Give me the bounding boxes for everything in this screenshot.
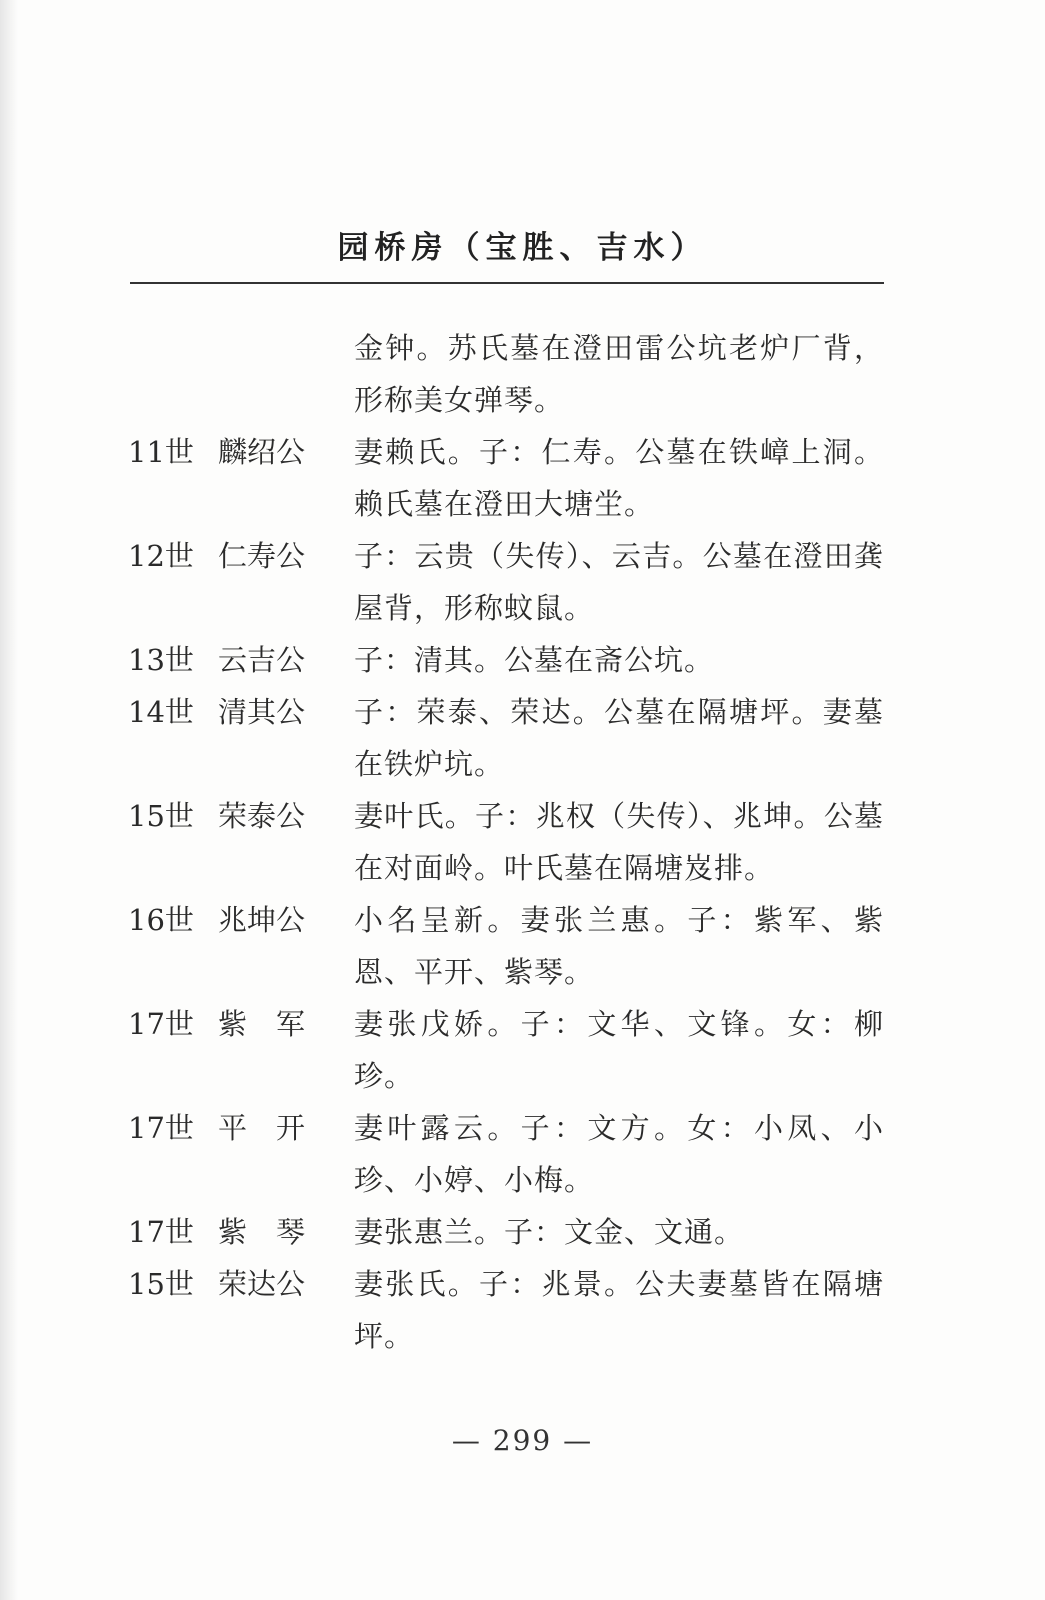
entry-gen15-rongda: [0, 1258, 1045, 1362]
generation-label: 11世: [128, 435, 194, 469]
person-name: 仁寿公: [218, 539, 306, 573]
person-name: 紫 军: [218, 1007, 306, 1041]
entry-description: 子：荣泰、荣达。公墓在隔塘坪。妻墓在铁炉坑。: [354, 695, 884, 781]
page-header-title: 园桥房（宝胜、吉水）: [337, 230, 708, 266]
entry-gen13-yunji: [0, 634, 1045, 686]
person-name: 麟绍公: [218, 435, 306, 469]
generation-label: 14世: [128, 695, 194, 729]
generation-label: 17世: [128, 1215, 194, 1249]
person-name: 荣泰公: [218, 799, 306, 833]
person-name: 清其公: [218, 695, 306, 729]
entry-description: 妻叶氏。子：兆权（失传）、兆坤。公墓在对面岭。叶氏墓在隔塘岌排。: [354, 799, 884, 885]
entry-description: 小名呈新。妻张兰惠。子：紫军、紫恩、平开、紫琴。: [354, 903, 884, 989]
genealogy-entries: [0, 322, 1045, 1362]
person-name: 云吉公: [218, 643, 306, 677]
entry-description: 妻赖氏。子：仁寿。公墓在铁嶂上洞。赖氏墓在澄田大塘坣。: [354, 435, 884, 521]
entry-description: 子：云贵（失传）、云吉。公墓在澄田龚屋背，形称蚊鼠。: [354, 539, 884, 625]
generation-label: 15世: [128, 799, 194, 833]
generation-label: 15世: [128, 1267, 194, 1301]
entry-gen12-renshou: [0, 530, 1045, 634]
entry-description: 子：清其。公墓在斋公坑。: [354, 643, 715, 677]
generation-label: 17世: [128, 1111, 194, 1145]
page-number: — 299 —: [451, 1424, 594, 1457]
entry-gen17-zijun: [0, 998, 1045, 1102]
entry-gen15-rongtai: [0, 790, 1045, 894]
header-rule: [130, 282, 884, 284]
generation-label: 12世: [128, 539, 194, 573]
generation-label: 13世: [128, 643, 194, 677]
person-name: 平 开: [218, 1111, 306, 1145]
generation-label: 17世: [128, 1007, 194, 1041]
continuation-text: 金钟。苏氏墓在澄田雷公坑老炉厂背，形称美女弹琴。: [354, 331, 884, 417]
entry-description: 妻张惠兰。子：文金、文通。: [354, 1215, 745, 1249]
continuation-entry: [0, 322, 1045, 426]
person-name: 荣达公: [218, 1267, 306, 1301]
entry-gen17-pingkai: [0, 1102, 1045, 1206]
person-name: 紫 琴: [218, 1215, 306, 1249]
entry-description: 妻张戊娇。子：文华、文锋。女：柳珍。: [354, 1007, 884, 1093]
generation-label: 16世: [128, 903, 194, 937]
entry-gen14-qingqi: [0, 686, 1045, 790]
person-name: 兆坤公: [218, 903, 306, 937]
entry-description: 妻张氏。子：兆景。公夫妻墓皆在隔塘坪。: [354, 1267, 884, 1353]
entry-gen16-zhaokun: [0, 894, 1045, 998]
entry-description: 妻叶露云。子：文方。女：小凤、小珍、小婷、小梅。: [354, 1111, 884, 1197]
entry-gen17-ziqin: [0, 1206, 1045, 1258]
entry-gen11-linshao: [0, 426, 1045, 530]
